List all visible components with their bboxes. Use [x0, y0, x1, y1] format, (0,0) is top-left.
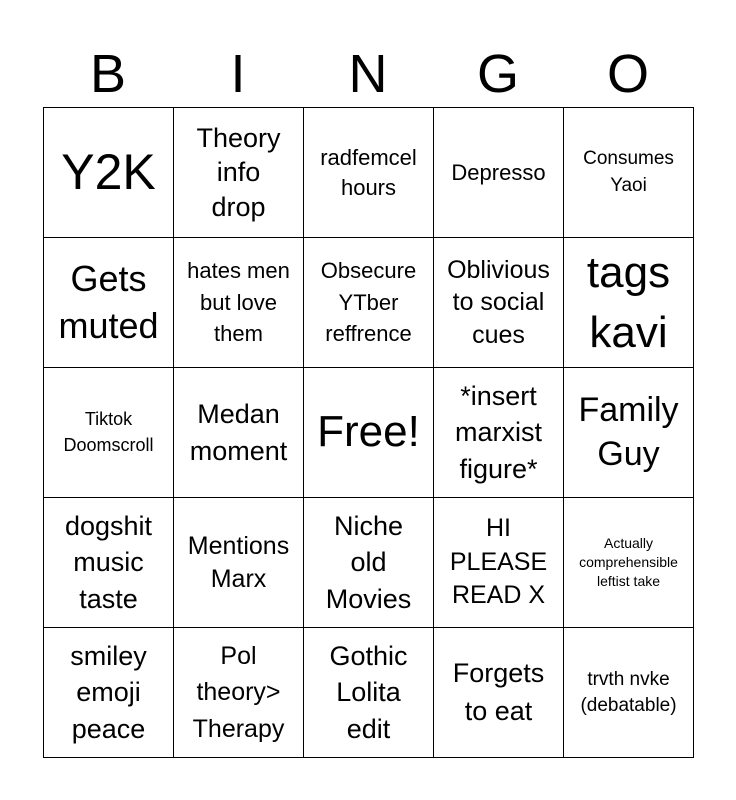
header-letter-n: N — [348, 44, 388, 104]
bingo-header — [43, 40, 693, 108]
bingo-cell-r1c2[interactable]: Theory info drop — [174, 108, 304, 238]
bingo-cell-r2c3[interactable]: Obsecure YTber reffrence — [304, 238, 434, 368]
bingo-cell-r1c5[interactable]: Consumes Yaoi — [564, 108, 694, 238]
bingo-cell-r4c5[interactable]: Actually comprehensible leftist take — [564, 498, 694, 628]
bingo-cell-r2c5[interactable]: tags kavi — [564, 238, 694, 368]
bingo-cell-r4c4[interactable]: HI PLEASE READ X — [434, 498, 564, 628]
bingo-cell-r4c1[interactable]: dogshit music taste — [44, 498, 174, 628]
header-letter-i: I — [230, 44, 246, 104]
bingo-cell-r2c4[interactable]: Oblivious to social cues — [434, 238, 564, 368]
bingo-cell-r2c1[interactable]: Gets muted — [44, 238, 174, 368]
bingo-cell-r4c2[interactable]: Mentions Marx — [174, 498, 304, 628]
bingo-cell-r1c3[interactable]: radfemcel hours — [304, 108, 434, 238]
bingo-cell-r3c1[interactable]: Tiktok Doomscroll — [44, 368, 174, 498]
bingo-cell-r3c2[interactable]: Medan moment — [174, 368, 304, 498]
bingo-cell-r1c1[interactable]: Y2K — [44, 108, 174, 238]
bingo-cell-r3c5[interactable]: Family Guy — [564, 368, 694, 498]
bingo-cell-r3c4[interactable]: *insert marxist figure* — [434, 368, 564, 498]
bingo-cell-r5c3[interactable]: Gothic Lolita edit — [304, 628, 434, 758]
bingo-cell-r2c2[interactable]: hates men but love them — [174, 238, 304, 368]
bingo-cell-r5c5[interactable]: trvth nvke (debatable) — [564, 628, 694, 758]
bingo-cell-r5c1[interactable]: smiley emoji peace — [44, 628, 174, 758]
header-letter-g: G — [476, 44, 519, 104]
bingo-cell-r5c2[interactable]: Pol theory> Therapy — [174, 628, 304, 758]
bingo-cell-r3c3[interactable]: Free! — [304, 368, 434, 498]
bingo-cell-r5c4[interactable]: Forgets to eat — [434, 628, 564, 758]
header-letter-o: O — [606, 44, 649, 104]
bingo-cell-r4c3[interactable]: Niche old Movies — [304, 498, 434, 628]
bingo-board — [43, 107, 694, 758]
header-letter-b: B — [89, 44, 127, 104]
bingo-cell-r1c4[interactable]: Depresso — [434, 108, 564, 238]
